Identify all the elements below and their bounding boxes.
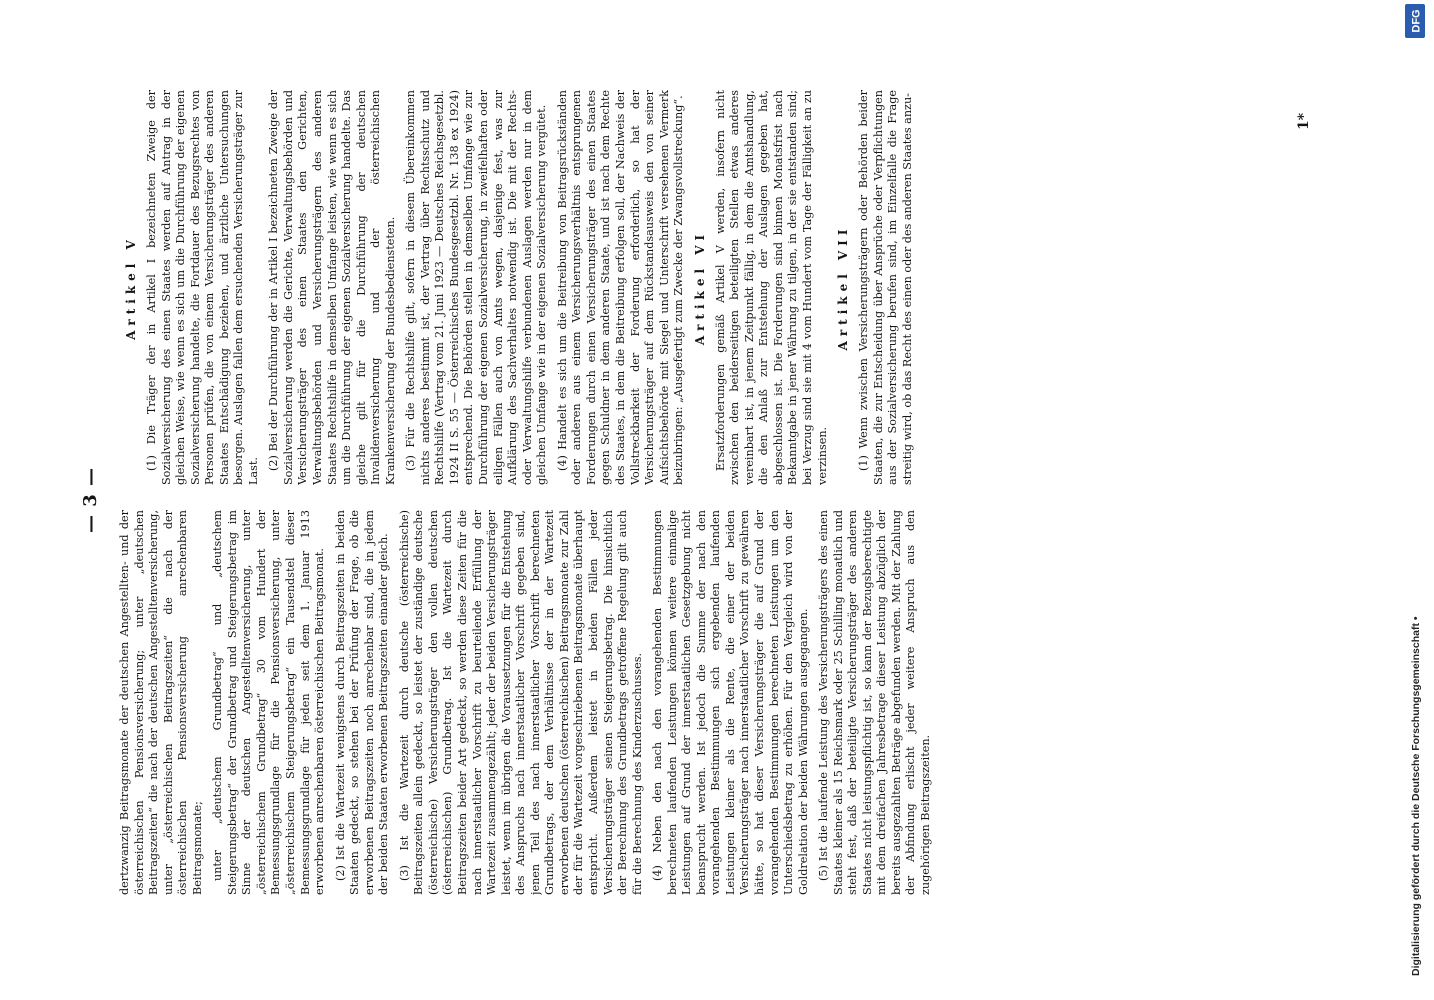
dfg-logo-text: DFG	[1410, 9, 1423, 33]
right-column	[118, 90, 1308, 485]
dfg-logo-icon	[1405, 4, 1425, 38]
page-number: — 3 —	[80, 466, 101, 534]
article-v-paragraph-2: (2) Bei der Durchführung der in Artikel I bezeichneten Zweige der Sozialversicherung werden die Gerichte, Verwaltungsbehörden und Versicherungsträger des einen Staates den Gerichten, Verwaltungsbehörden und Versicherungsträgern des anderen Staates Rechtshilfe in demselben Umfange leisten, wie wenn es sich um die Durchführung der eigenen Sozialversicherung handelte. Das gleiche gilt für die Durchführung der deutschen Invalidenversicherung und der österreichischen Krankenversicherung der Bundesbediensteten.	[267, 90, 397, 485]
left-paragraph-5: (4) Neben den nach den vorangehenden Bestimmungen berechneten laufenden Leistungen können weitere einmalige Leistungen auf Grund der innerstaatlichen Gesetzgebung nicht beansprucht werden. Ist jedoch die Summe der nach den vorangehenden Bestimmungen sich ergebenden laufenden Leistungen kleiner als die Rente, die einer der beiden Versicherungsträger nach innerstaatlicher Vorschrift zu gewähren hätte, so hat dieser Versicherungsträger die auf Grund der vorangehenden Bestimmungen berechneten Leistungen um den Unterschiedsbetrag zu erhöhen. Für den Vergleich wird von der Goldrelation der beiden Währungen ausgegangen.	[651, 510, 810, 895]
article-v-paragraph-1: (1) Die Träger der in Artikel I bezeichneten Zweige der Sozialversicherung des einen Staates werden auf Antrag in der gleichen Weise, wie wenn es sich um die Durchführung der eigenen Sozialversicherung handelte, die Fortdauer des Bezugsrechtes von Personen prüfen, die von einem Versicherungsträger des anderen Staates Entschädigung beziehen, und ärztliche Untersuchungen besorgen. Auslagen fallen dem ersuchenden Versicherungsträger zur Last.	[145, 90, 260, 485]
article-vi-heading: Artikel VI	[692, 229, 707, 346]
article-vi-paragraph-1: Ersatzforderungen gemäß Artikel V werden, insofern nicht zwischen den beiderseitigen beteiligten Stellen etwas anderes vereinbart ist, in jenem Zeitpunkt fällig, in dem die Amtshandlung, die den Anlaß zur Entstehung der Auslagen gegeben hat, abgeschlossen ist. Die Forderungen sind binnen Monatsfrist nach Bekanntgabe in jener Währung zu tilgen, in der sie entstanden sind; bei Verzug sind sie mit 4 vom Hundert vom Tage der Fälligkeit an zu verzinsen.	[713, 90, 829, 485]
article-v-heading: Artikel V	[124, 235, 138, 340]
article-vii-paragraph-1: (1) Wenn zwischen Versicherungsträgern oder Behörden beider Staaten, die zur Entscheidung über Ansprüche oder Verpflichtungen aus der Sozialversicherung berufen sind, im Einzelfalle die Frage streitig wird, ob das Recht des einen oder des anderen Staates anzu-	[857, 90, 914, 485]
signature-mark: 1*	[1296, 112, 1312, 130]
left-paragraph-6: (5) Ist die laufende Leistung des Versicherungsträgers des einen Staates kleiner als 15 Reichsmark oder 25 Schilling monatlich und steht fest, daß der beteiligte Versicherungsträger des anderen Staates nicht leistungspflichtig ist, so kann der Bezugsberechtigte mit dem dreifachen Jahresbetrage dieser Leistung abzüglich der bereits ausgezahlten Beträge abgefunden werden. Mit der Zahlung der Abfindung erlischt jeder weitere Anspruch aus den zugehörigen Beitragszeiten.	[817, 510, 932, 895]
article-vii-heading: Artikel VII	[836, 224, 851, 351]
left-column	[118, 510, 1308, 895]
article-v-paragraph-3: (3) Für die Rechtshilfe gilt, sofern in diesem Übereinkommen nichts anderes bestimmt ist, der Vertrag über Rechtsschutz und Rechtshilfe (Vertrag vom 21. Juni 1923 — Deutsches Reichsgesetzbl. 1924 II S. 55 — Österreichisches Bundesgesetzbl. Nr. 138 ex 1924) entsprechend. Die Behörden stellen in demselben Umfange wie zur Durchführung der eigenen Sozialversicherung, in zweifelhaften oder eiligen Fällen auch von Amts wegen, dasjenige fest, was zur Aufklärung des Sachverhaltes notwendig ist. Die mit der Rechts- oder Verwaltungshilfe verbundenen Auslagen werden nur in dem gleichen Umfange wie in der eigenen Sozialversicherung vergütet.	[404, 90, 549, 485]
left-paragraph-2: unter „deutschem Grundbetrag“ und „deutschem Steigerungsbetrag“ der Grundbetrag und Steigerungsbetrag im Sinne der deutschen Angestelltenversicherung, unter „österreichischem Grundbetrag“ 30 vom Hundert der Bemessungsgrundlage für die Pensionsversicherung, unter „österreichischem Steigerungsbetrag“ ein Tausendstel dieser Bemessungsgrundlage für jeden seit dem 1. Januar 1913 erworbenen anrechenbaren österreichischen Beitragsmonat.	[211, 510, 327, 895]
article-v-paragraph-4: (4) Handelt es sich um die Beitreibung von Beitragsrückständen oder anderen aus einem Versicherungsverhältnis entsprungenen Forderungen durch einen Versicherungsträger des einen Staates gegen Schuldner in dem anderen Staate, und ist nach dem Rechte des Staates, in dem die Beitreibung erfolgen soll, der Nachweis der Vollstreckbarkeit der Forderung erforderlich, so hat der Versicherungsträger auf dem Rückstandsausweis den von seiner Aufsichtsbehörde mit Siegel und Unterschrift versehenen Vermerk beizubringen: „Ausgefertigt zum Zwecke der Zwangsvollstreckung“.	[555, 90, 686, 485]
left-paragraph-1: dertzwanzig Beitragsmonate der deutschen Angestellten- und der österreichischen Pensionsversicherung; unter „deutschen Beitragszeiten“ die nach der deutschen Angestelltenversicherung, unter „österreichischen Beitragszeiten“ die nach der österreichischen Pensionsversicherung anrechenbaren Beitragsmonate;	[118, 510, 204, 895]
left-paragraph-4: (3) Ist die Wartezeit durch deutsche (österreichische) Beitragszeiten allein gedeckt, so leistet der zuständige deutsche (österreichische) Versicherungsträger den vollen deutschen (österreichischen) Grundbetrag. Ist die Wartezeit durch Beitragszeiten beider Art gedeckt, so werden diese Zeiten für die nach innerstaatlicher Vorschrift zu beurteilende Erfüllung der Wartezeit zusammengezählt; jeder der beiden Versicherungsträger leistet, wenn im übrigen die Voraussetzungen für die Entstehung des Anspruchs nach innerstaatlicher Vorschrift gegeben sind, jenen Teil des nach innerstaatlicher Vorschrift berechneten Grundbetrags, der dem Verhältnisse der in der Wartezeit erworbenen deutschen (österreichischen) Beitragsmonate zur Zahl der für die Wartezeit vorgeschriebenen Beitragsmonate überhaupt entspricht. Außerdem leistet in beiden Fällen jeder Versicherungsträger seinen Steigerungsbetrag. Die hinsichtlich der Berechnung des Grundbetrags getroffene Regelung gilt auch für die Berechnung des Kinderzuschusses.	[397, 510, 644, 895]
digitization-strip	[1402, 0, 1432, 1000]
digitization-note: Digitalisierung gefördert durch die Deutsche Forschungsgemeinschaft •	[1410, 616, 1422, 976]
left-paragraph-3: (2) Ist die Wartezeit wenigstens durch Beitragszeiten in beiden Staaten gedeckt, so stehen bei der Prüfung der Frage, ob die erworbenen Beitragszeiten noch anrechenbar sind, die in jedem der beiden Staaten erworbenen Beitragszeiten einander gleich.	[333, 510, 391, 895]
